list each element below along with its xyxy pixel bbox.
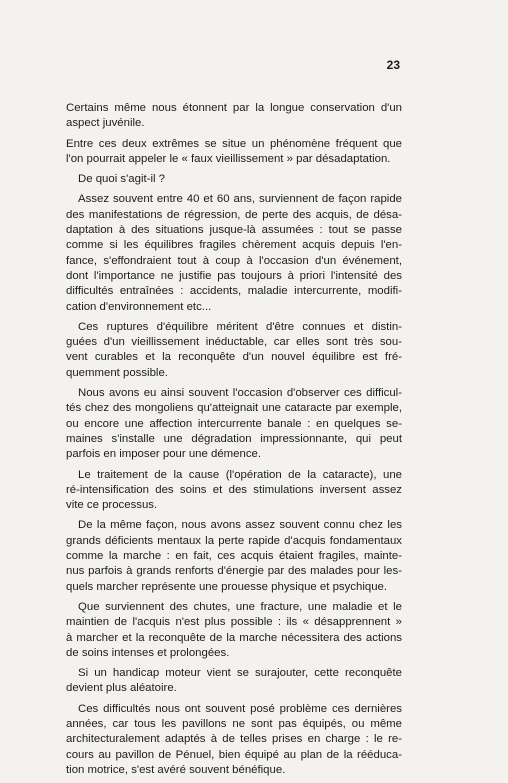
text-line: des manifestations de régression, de perte des acquis, de désa- — [66, 208, 402, 221]
paragraph — [66, 320, 402, 381]
text-line: De la même façon, nous avons assez souvent connu chez les — [78, 519, 402, 532]
text-line: quemment possible. — [66, 366, 168, 379]
text-line: vite ce processus. — [66, 499, 158, 512]
text-line: Ces difficultés nous ont souvent posé problème ces dernières — [78, 702, 402, 715]
text-line: Entre ces deux extrêmes se situe un phénomène fréquent que — [66, 137, 402, 150]
text-line: nus parfois à grands renforts d'énergie par des malades pour les- — [66, 565, 402, 578]
text-line: tion motrice, s'est avéré souvent bénéfique. — [66, 763, 286, 776]
text-line: de soins intenses et prolongées. — [66, 646, 230, 659]
text-line: dont l'importance ne justifie pas toujours à priori l'intensité des — [66, 269, 402, 282]
paragraph — [66, 666, 402, 697]
text-line: l'on pourrait appeler le « faux vieillissement » par désadaptation. — [66, 152, 391, 165]
text-line: Si un handicap moteur vient se surajouter, cette reconquête — [78, 667, 402, 680]
text-line: années, car tous les pavillons ne sont pas équipés, ou même — [66, 717, 402, 730]
text-line: quels marcher représente une prouesse physique et psychique. — [66, 580, 388, 593]
paragraph — [66, 468, 402, 514]
text-line: De quoi s'agit-il ? — [78, 173, 166, 186]
text-line: comme si les équilibres fragiles chèrement acquis depuis l'en- — [66, 239, 402, 252]
paragraph — [66, 518, 402, 594]
text-line: aspect juvénile. — [66, 117, 145, 130]
text-line: grands déficients mentaux la perte rapide d'acquis fondamentaux — [66, 534, 402, 547]
text-line: ou encore une affection intercurrente banale : en quelques se- — [66, 417, 402, 430]
paragraph — [66, 386, 402, 462]
page-number: 23 — [386, 58, 400, 72]
text-line: comme la marche : en fait, ces acquis étaient fragiles, mainte- — [66, 550, 402, 563]
text-line: vent curables et la reconquête d'un nouvel équilibre est fré- — [66, 351, 402, 364]
text-line: à marcher et la reconquête de la marche nécessitera des actions — [66, 631, 402, 644]
text-line: fance, s'effondraient tout à coup à l'occasion d'un événement, — [66, 254, 402, 267]
text-line: Assez souvent entre 40 et 60 ans, surviennent de façon rapide — [78, 193, 402, 206]
text-line: parfois en imposer pour une démence. — [66, 448, 262, 461]
text-line: maintien de l'acquis n'est plus possible : ils « désapprennent » — [66, 616, 402, 629]
text-line: Certains même nous étonnent par la longue conservation d'un — [66, 102, 402, 114]
text-line: ré-intensification des soins et des stimulations inversent assez — [66, 483, 402, 496]
text-line: daptation à des situations jusque-là assumées : tout se passe — [66, 224, 402, 237]
paragraph — [66, 137, 402, 168]
text-line: tés chez des mongoliens qu'atteignait une cataracte par exemple, — [66, 402, 402, 415]
paragraph — [66, 600, 402, 661]
paragraph — [66, 702, 402, 778]
text-line: Que surviennent des chutes, une fracture, une maladie et le — [78, 600, 402, 613]
paragraph — [66, 101, 402, 132]
text-line: difficultés entraînées : accidents, maladie intercurrente, modifi- — [66, 285, 402, 298]
text-line: Nous avons eu ainsi souvent l'occasion d'observer ces difficul- — [78, 387, 402, 400]
text-line: guées d'un vieillissement inéductable, car elles sont très sou- — [66, 336, 402, 349]
text-line: cation d'environnement etc... — [66, 300, 212, 313]
text-line: maines s'installe une dégradation impressionnante, qui peut — [66, 432, 402, 445]
paragraph — [66, 192, 402, 314]
text-line: Le traitement de la cause (l'opération de la cataracte), une — [78, 468, 402, 481]
text-line: devient plus aléatoire. — [66, 682, 177, 695]
text-line: Ces ruptures d'équilibre méritent d'être connues et distin- — [78, 320, 402, 333]
body-text — [66, 101, 402, 783]
paragraph — [66, 172, 402, 187]
text-line: cours au pavillon de Pénuel, bien équipé au plan de la rééduca- — [66, 748, 402, 761]
text-line: architecturalement adaptés à de telles prises en charge : le re- — [66, 733, 402, 746]
